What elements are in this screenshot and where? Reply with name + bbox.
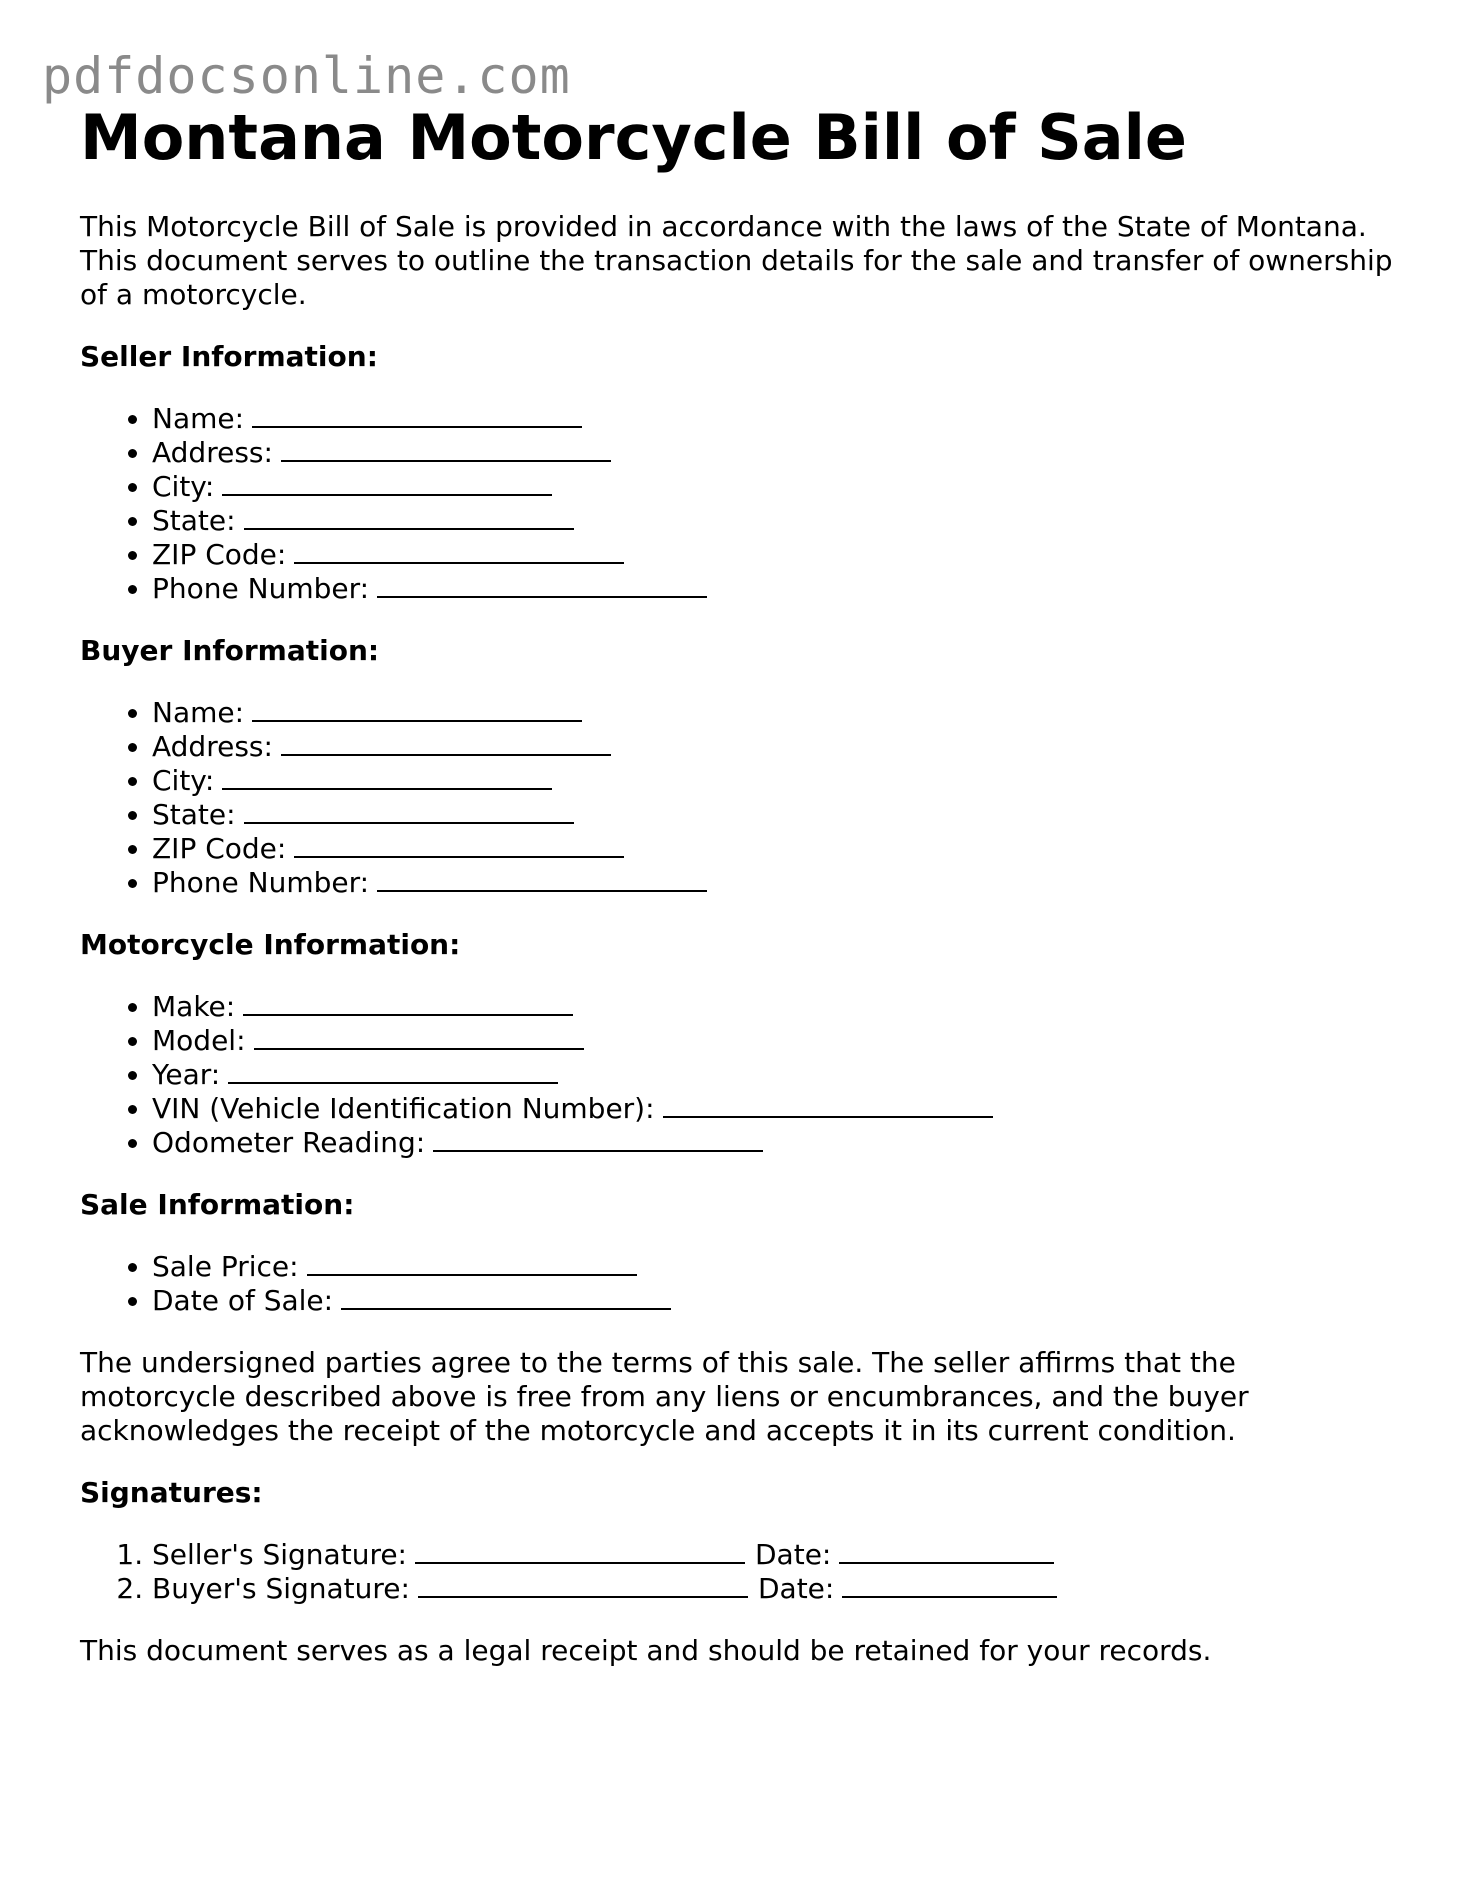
date-blank[interactable] xyxy=(842,1572,1057,1598)
motorcycle-model-field: • Model: xyxy=(152,1024,1400,1058)
blank-line[interactable] xyxy=(377,866,707,892)
seller-phone-field: • Phone Number: xyxy=(152,572,1400,606)
signature-blank[interactable] xyxy=(418,1572,748,1598)
buyer-name-field: • Name: xyxy=(152,696,1400,730)
intro-paragraph: This Motorcycle Bill of Sale is provided in accordance with the laws of the State of Montana. This document serves to outline the transaction details for the sale and transfer of ownership of a motorcycle. xyxy=(80,210,1393,311)
blank-line[interactable] xyxy=(254,1024,584,1050)
motorcycle-fields xyxy=(80,990,1400,1160)
motorcycle-heading: Motorcycle Information: xyxy=(80,928,461,961)
seller-fields xyxy=(80,402,1400,606)
blank-line[interactable] xyxy=(377,572,707,598)
seller-state-field: • State: xyxy=(152,504,1400,538)
blank-line[interactable] xyxy=(222,470,552,496)
sale-heading: Sale Information: xyxy=(80,1188,355,1221)
seller-signature-line: 1. Seller's Signature: Date: xyxy=(152,1538,1400,1572)
motorcycle-odometer-field: • Odometer Reading: xyxy=(152,1126,1400,1160)
blank-line[interactable] xyxy=(252,402,582,428)
signatures-heading: Signatures: xyxy=(80,1476,263,1509)
motorcycle-year-field: • Year: xyxy=(152,1058,1400,1092)
date-blank[interactable] xyxy=(839,1538,1054,1564)
seller-name-field: • Name: xyxy=(152,402,1400,436)
blank-line[interactable] xyxy=(294,538,624,564)
buyer-city-field: • City: xyxy=(152,764,1400,798)
buyer-heading: Buyer Information: xyxy=(80,634,380,667)
buyer-signature-line: 2. Buyer's Signature: Date: xyxy=(152,1572,1400,1606)
blank-line[interactable] xyxy=(281,730,611,756)
page-title: Montana Motorcycle Bill of Sale xyxy=(80,101,1187,174)
signature-list xyxy=(80,1538,1400,1606)
buyer-state-field: • State: xyxy=(152,798,1400,832)
buyer-fields xyxy=(80,696,1400,900)
blank-line[interactable] xyxy=(281,436,611,462)
seller-address-field: • Address: xyxy=(152,436,1400,470)
blank-line[interactable] xyxy=(433,1126,763,1152)
closing-paragraph: This document serves as a legal receipt and should be retained for your records. xyxy=(80,1634,1212,1667)
agreement-paragraph: The undersigned parties agree to the terms of this sale. The seller affirms that the motorcycle described above is free from any liens or encumbrances, and the buyer acknowledges the receipt of the motorcycle and accepts it in its current condition. xyxy=(80,1346,1249,1447)
motorcycle-make-field: • Make: xyxy=(152,990,1400,1024)
sale-price-field: • Sale Price: xyxy=(152,1250,1400,1284)
buyer-zip-field: • ZIP Code: xyxy=(152,832,1400,866)
motorcycle-vin-field: • VIN (Vehicle Identification Number): xyxy=(152,1092,1400,1126)
blank-line[interactable] xyxy=(244,504,574,530)
buyer-phone-field: • Phone Number: xyxy=(152,866,1400,900)
blank-line[interactable] xyxy=(222,764,552,790)
blank-line[interactable] xyxy=(252,696,582,722)
sale-date-field: • Date of Sale: xyxy=(152,1284,1400,1318)
seller-zip-field: • ZIP Code: xyxy=(152,538,1400,572)
blank-line[interactable] xyxy=(307,1250,637,1276)
blank-line[interactable] xyxy=(341,1284,671,1310)
document-body xyxy=(80,210,1400,1696)
watermark: pdfdocsonline.com xyxy=(42,47,571,105)
signature-blank[interactable] xyxy=(415,1538,745,1564)
seller-city-field: • City: xyxy=(152,470,1400,504)
blank-line[interactable] xyxy=(294,832,624,858)
buyer-address-field: • Address: xyxy=(152,730,1400,764)
sale-fields xyxy=(80,1250,1400,1318)
blank-line[interactable] xyxy=(228,1058,558,1084)
seller-heading: Seller Information: xyxy=(80,340,378,373)
blank-line[interactable] xyxy=(663,1092,993,1118)
blank-line[interactable] xyxy=(244,798,574,824)
blank-line[interactable] xyxy=(243,990,573,1016)
